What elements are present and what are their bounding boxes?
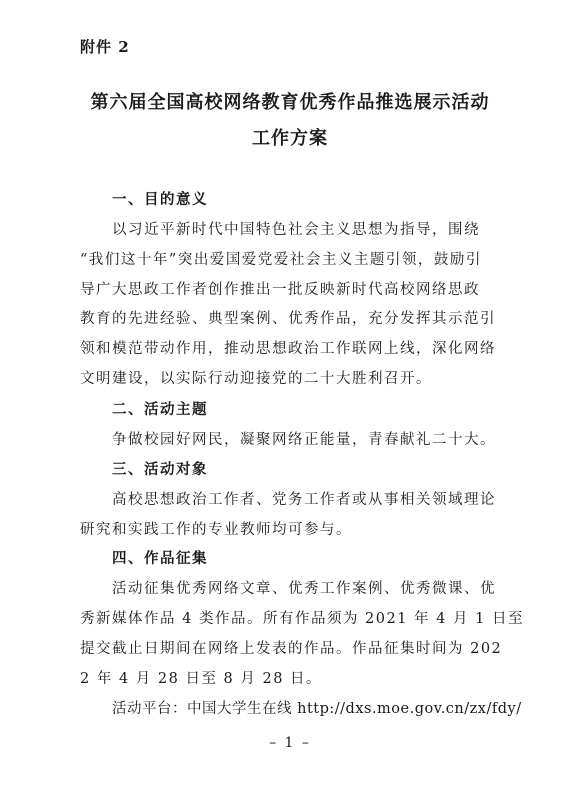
paragraph-line: 研究和实践工作的专业教师均可参与。: [80, 522, 352, 538]
platform-line: 活动平台：中国大学生在线 http://dxs.moe.gov.cn/zx/fdy/: [112, 701, 522, 717]
paragraph-line: 2 年 4 月 28 日至 8 月 28 日。: [80, 671, 323, 687]
document-title-line-2: 工作方案: [252, 128, 328, 149]
section-heading-purpose: 一、目的意义: [112, 192, 208, 208]
paragraph-line: 高校思想政治工作者、党务工作者或从事相关领域理论: [112, 492, 496, 508]
section-heading-theme: 二、活动主题: [112, 402, 208, 418]
document-title-line-1: 第六届全国高校网络教育优秀作品推选展示活动: [90, 92, 490, 113]
paragraph-line: 文明建设，以实际行动迎接党的二十大胜利召开。: [80, 371, 432, 387]
paragraph-line: “我们这十年”突出爱国爱党爱社会主义主题引领，鼓励引: [80, 252, 482, 268]
paragraph-line: 提交截止日期间在网络上发表的作品。作品征集时间为 202: [80, 641, 503, 657]
paragraph-line: 活动征集优秀网络文章、优秀工作案例、优秀微课、优: [112, 581, 496, 597]
paragraph-line: 争做校园好网民，凝聚网络正能量，青春献礼二十大。: [112, 432, 496, 448]
paragraph-line: 领和模范带动作用，推动思想政治工作联网上线，深化网络: [80, 341, 496, 357]
paragraph-line: 以习近平新时代中国特色社会主义思想为指导，围绕: [112, 222, 480, 238]
paragraph-line: 导广大思政工作者创作推出一批反映新时代高校网络思政: [80, 282, 480, 298]
paragraph-line: 秀新媒体作品 4 类作品。所有作品须为 2021 年 4 月 1 日至: [80, 611, 524, 627]
page-number: – 1 –: [269, 735, 311, 751]
section-heading-participants: 三、活动对象: [112, 462, 208, 478]
paragraph-line: 教育的先进经验、典型案例、优秀作品，充分发挥其示范引: [80, 311, 496, 327]
section-heading-submissions: 四、作品征集: [112, 551, 208, 567]
attachment-label: 附件 2: [80, 38, 130, 56]
